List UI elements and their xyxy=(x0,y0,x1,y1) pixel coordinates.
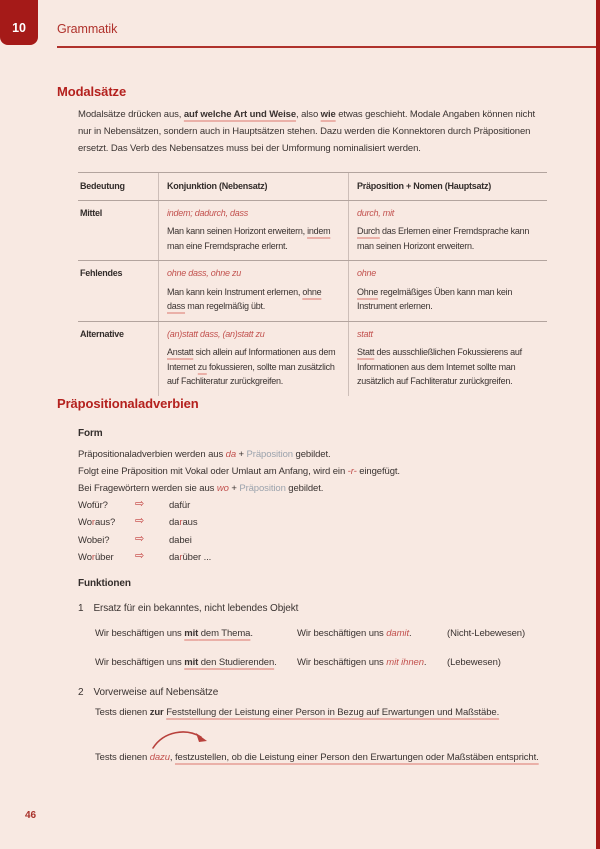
unit-number: 10 xyxy=(12,21,26,35)
list-item xyxy=(78,549,211,566)
page-edge-bar xyxy=(596,0,600,849)
list-item xyxy=(78,514,211,531)
form-subheading: Form xyxy=(78,428,103,439)
preposition-list: durch, mit xyxy=(357,207,395,218)
example-highlight: Ohne xyxy=(357,286,379,297)
rule-term-da: da xyxy=(225,449,237,460)
form-rules xyxy=(78,446,400,497)
example-note: (Lebewesen) xyxy=(447,657,501,668)
example-text: das Erlernen einer Fremdsprache kann man seinen Horizont erweitern. xyxy=(357,226,530,251)
cell-konjunktion xyxy=(158,322,348,396)
example-sentence xyxy=(357,285,537,314)
cell-konjunktion xyxy=(158,261,348,321)
question-word: Wofür? xyxy=(78,500,108,511)
row-label: Fehlendes xyxy=(80,268,123,278)
rule-text: gebildet. xyxy=(285,483,324,494)
example-text: man regelmäßig übt. xyxy=(185,301,266,311)
cell-praeposition xyxy=(348,261,547,321)
example-source: Wir beschäftigen uns mit den Studierenden. xyxy=(95,657,277,668)
cell-praeposition xyxy=(348,322,547,396)
conjunction-list: (an)statt dass, (an)statt zu xyxy=(167,328,265,339)
item-title: Vorverweise auf Nebensätze xyxy=(93,687,219,698)
example-text: regelmäßiges Üben kann man kein Instrument erlernen. xyxy=(357,286,513,311)
modal-table xyxy=(78,172,547,396)
rule-term-praeposition: Präposition xyxy=(246,449,293,460)
rule-term-praeposition: Präposition xyxy=(239,483,286,494)
section-heading-praepositionaladverbien: Präpositionaladverbien xyxy=(57,396,199,411)
rule-text: Bei Fragewörtern werden sie aus xyxy=(78,483,217,494)
example-highlight: ohne dass xyxy=(167,286,322,311)
example-row xyxy=(95,628,525,639)
intro-highlight: auf welche Art und Weise xyxy=(183,109,297,120)
example-note: (Nicht-Lebewesen) xyxy=(447,628,526,639)
example-text: man eine Fremdsprache erlernt. xyxy=(167,240,288,251)
example-text: Man kann kein Instrument erlernen, xyxy=(167,286,303,297)
preposition-list: ohne xyxy=(357,268,377,278)
section-heading-modalsaetze: Modalsätze xyxy=(57,84,127,99)
arrow-right-icon: ⇨ xyxy=(135,549,145,562)
example-highlight: Statt xyxy=(357,347,375,357)
example-sentence-transformed: Tests dienen dazu, festzustellen, ob die Leistung einer Person den Erwartungen oder Maßstäben entspricht. xyxy=(95,752,539,763)
intro-paragraph xyxy=(78,106,583,158)
rule-text: Präpositionaladverbien werden aus xyxy=(78,449,226,460)
intro-highlight: wie xyxy=(320,109,336,120)
unit-number-badge xyxy=(0,0,38,45)
curved-arrow-icon xyxy=(150,727,212,751)
question-word: Wobei? xyxy=(78,534,110,546)
example-highlight: Anstatt xyxy=(167,347,194,357)
form-rule-line xyxy=(78,446,400,463)
question-word: Woraus? xyxy=(78,517,116,529)
example-text: des ausschließlichen Fokussierens auf Informationen aus dem Internet sollte man zusätzlich auf Fachliteratur zurückgreifen. xyxy=(357,347,522,386)
funktionen-subheading: Funktionen xyxy=(78,578,131,589)
example-sentence xyxy=(167,345,338,389)
form-rule-line xyxy=(78,463,400,480)
function-item-2 xyxy=(78,687,218,698)
example-row xyxy=(95,657,501,668)
arrow-right-icon: ⇨ xyxy=(135,515,145,528)
prepositional-adverb: dabei xyxy=(169,534,192,546)
prepositional-adverb: daraus xyxy=(169,517,198,529)
table-header-row xyxy=(78,172,547,200)
example-source: Wir beschäftigen uns mit dem Thema. xyxy=(95,628,253,639)
cell-praeposition xyxy=(348,201,547,261)
rule-text: Folgt eine Präposition mit Vokal oder Umlaut am Anfang, wird ein xyxy=(78,466,348,477)
intro-text: nur in Nebensätzen, sondern auch in Hauptsätzen stehen. Dazu werden die Konnektoren durch Präpositionen xyxy=(78,126,531,138)
col-header-praeposition: Präposition + Nomen (Hauptsatz) xyxy=(348,173,547,200)
item-number: 1 xyxy=(78,603,84,614)
example-transformed: Wir beschäftigen uns damit. xyxy=(297,628,412,639)
rule-term-wo: wo xyxy=(216,483,229,494)
table-row-mittel xyxy=(78,200,547,261)
example-text: fokussieren, sollte man zusätzlich auf Fachliteratur zurückgreifen. xyxy=(167,361,335,386)
item-title: Ersatz für ein bekanntes, nicht lebendes Objekt xyxy=(93,603,299,614)
question-word: Worüber xyxy=(78,551,114,563)
item-number: 2 xyxy=(78,687,84,698)
question-answer-list xyxy=(78,497,211,566)
example-sentence xyxy=(167,224,338,253)
table-row-fehlendes xyxy=(78,260,547,321)
conjunction-list: indem; dadurch, dass xyxy=(167,207,249,218)
rule-text: eingefügt. xyxy=(356,466,400,477)
rule-text: + xyxy=(228,483,240,494)
example-highlight: indem xyxy=(307,226,331,236)
example-sentence: Tests dienen zur Feststellung der Leistung einer Person in Bezug auf Erwartungen und Maßstäbe. xyxy=(95,707,500,718)
cell-konjunktion xyxy=(158,201,348,261)
form-rule-line xyxy=(78,480,400,497)
page-number: 46 xyxy=(25,810,36,821)
rule-text: + xyxy=(236,449,247,460)
arrow-right-icon: ⇨ xyxy=(135,532,145,545)
intro-text: ersetzt. Das Verb des Nebensatzes muss bei der Umformung nominalisiert werden. xyxy=(78,143,421,155)
row-label: Alternative xyxy=(80,328,124,339)
example-highlight: zu xyxy=(197,361,207,372)
chapter-title: Grammatik xyxy=(57,22,118,36)
header-rule xyxy=(57,46,596,48)
example-text: Man kann seinen Horizont erweitern, xyxy=(167,226,308,236)
rule-text: gebildet. xyxy=(292,449,331,460)
prepositional-adverb: darüber ... xyxy=(169,551,212,563)
col-header-konjunktion: Konjunktion (Nebensatz) xyxy=(158,173,348,200)
list-item xyxy=(78,497,211,514)
intro-text: etwas geschieht. Modale Angaben können nicht xyxy=(335,109,536,120)
function-item-1 xyxy=(78,603,298,614)
conjunction-list: ohne dass, ohne zu xyxy=(167,268,242,278)
row-label: Mittel xyxy=(80,207,102,218)
intro-text: Modalsätze drücken aus, xyxy=(78,109,184,120)
example-sentence xyxy=(167,285,338,314)
example-sentence xyxy=(357,345,537,389)
example-text: sich allein auf Informationen aus dem Internet xyxy=(167,347,336,372)
table-row-alternative xyxy=(78,321,547,396)
arrow-right-icon: ⇨ xyxy=(135,498,145,510)
example-transformed: Wir beschäftigen uns mit ihnen. xyxy=(297,657,427,668)
col-header-bedeutung: Bedeutung xyxy=(80,181,125,191)
example-sentence xyxy=(357,224,537,253)
preposition-list: statt xyxy=(357,328,373,339)
prepositional-adverb: dafür xyxy=(169,500,191,511)
intro-text: , also xyxy=(296,109,321,120)
example-highlight: Durch xyxy=(357,226,380,236)
list-item xyxy=(78,532,211,549)
rule-term-r: -r- xyxy=(347,466,357,477)
